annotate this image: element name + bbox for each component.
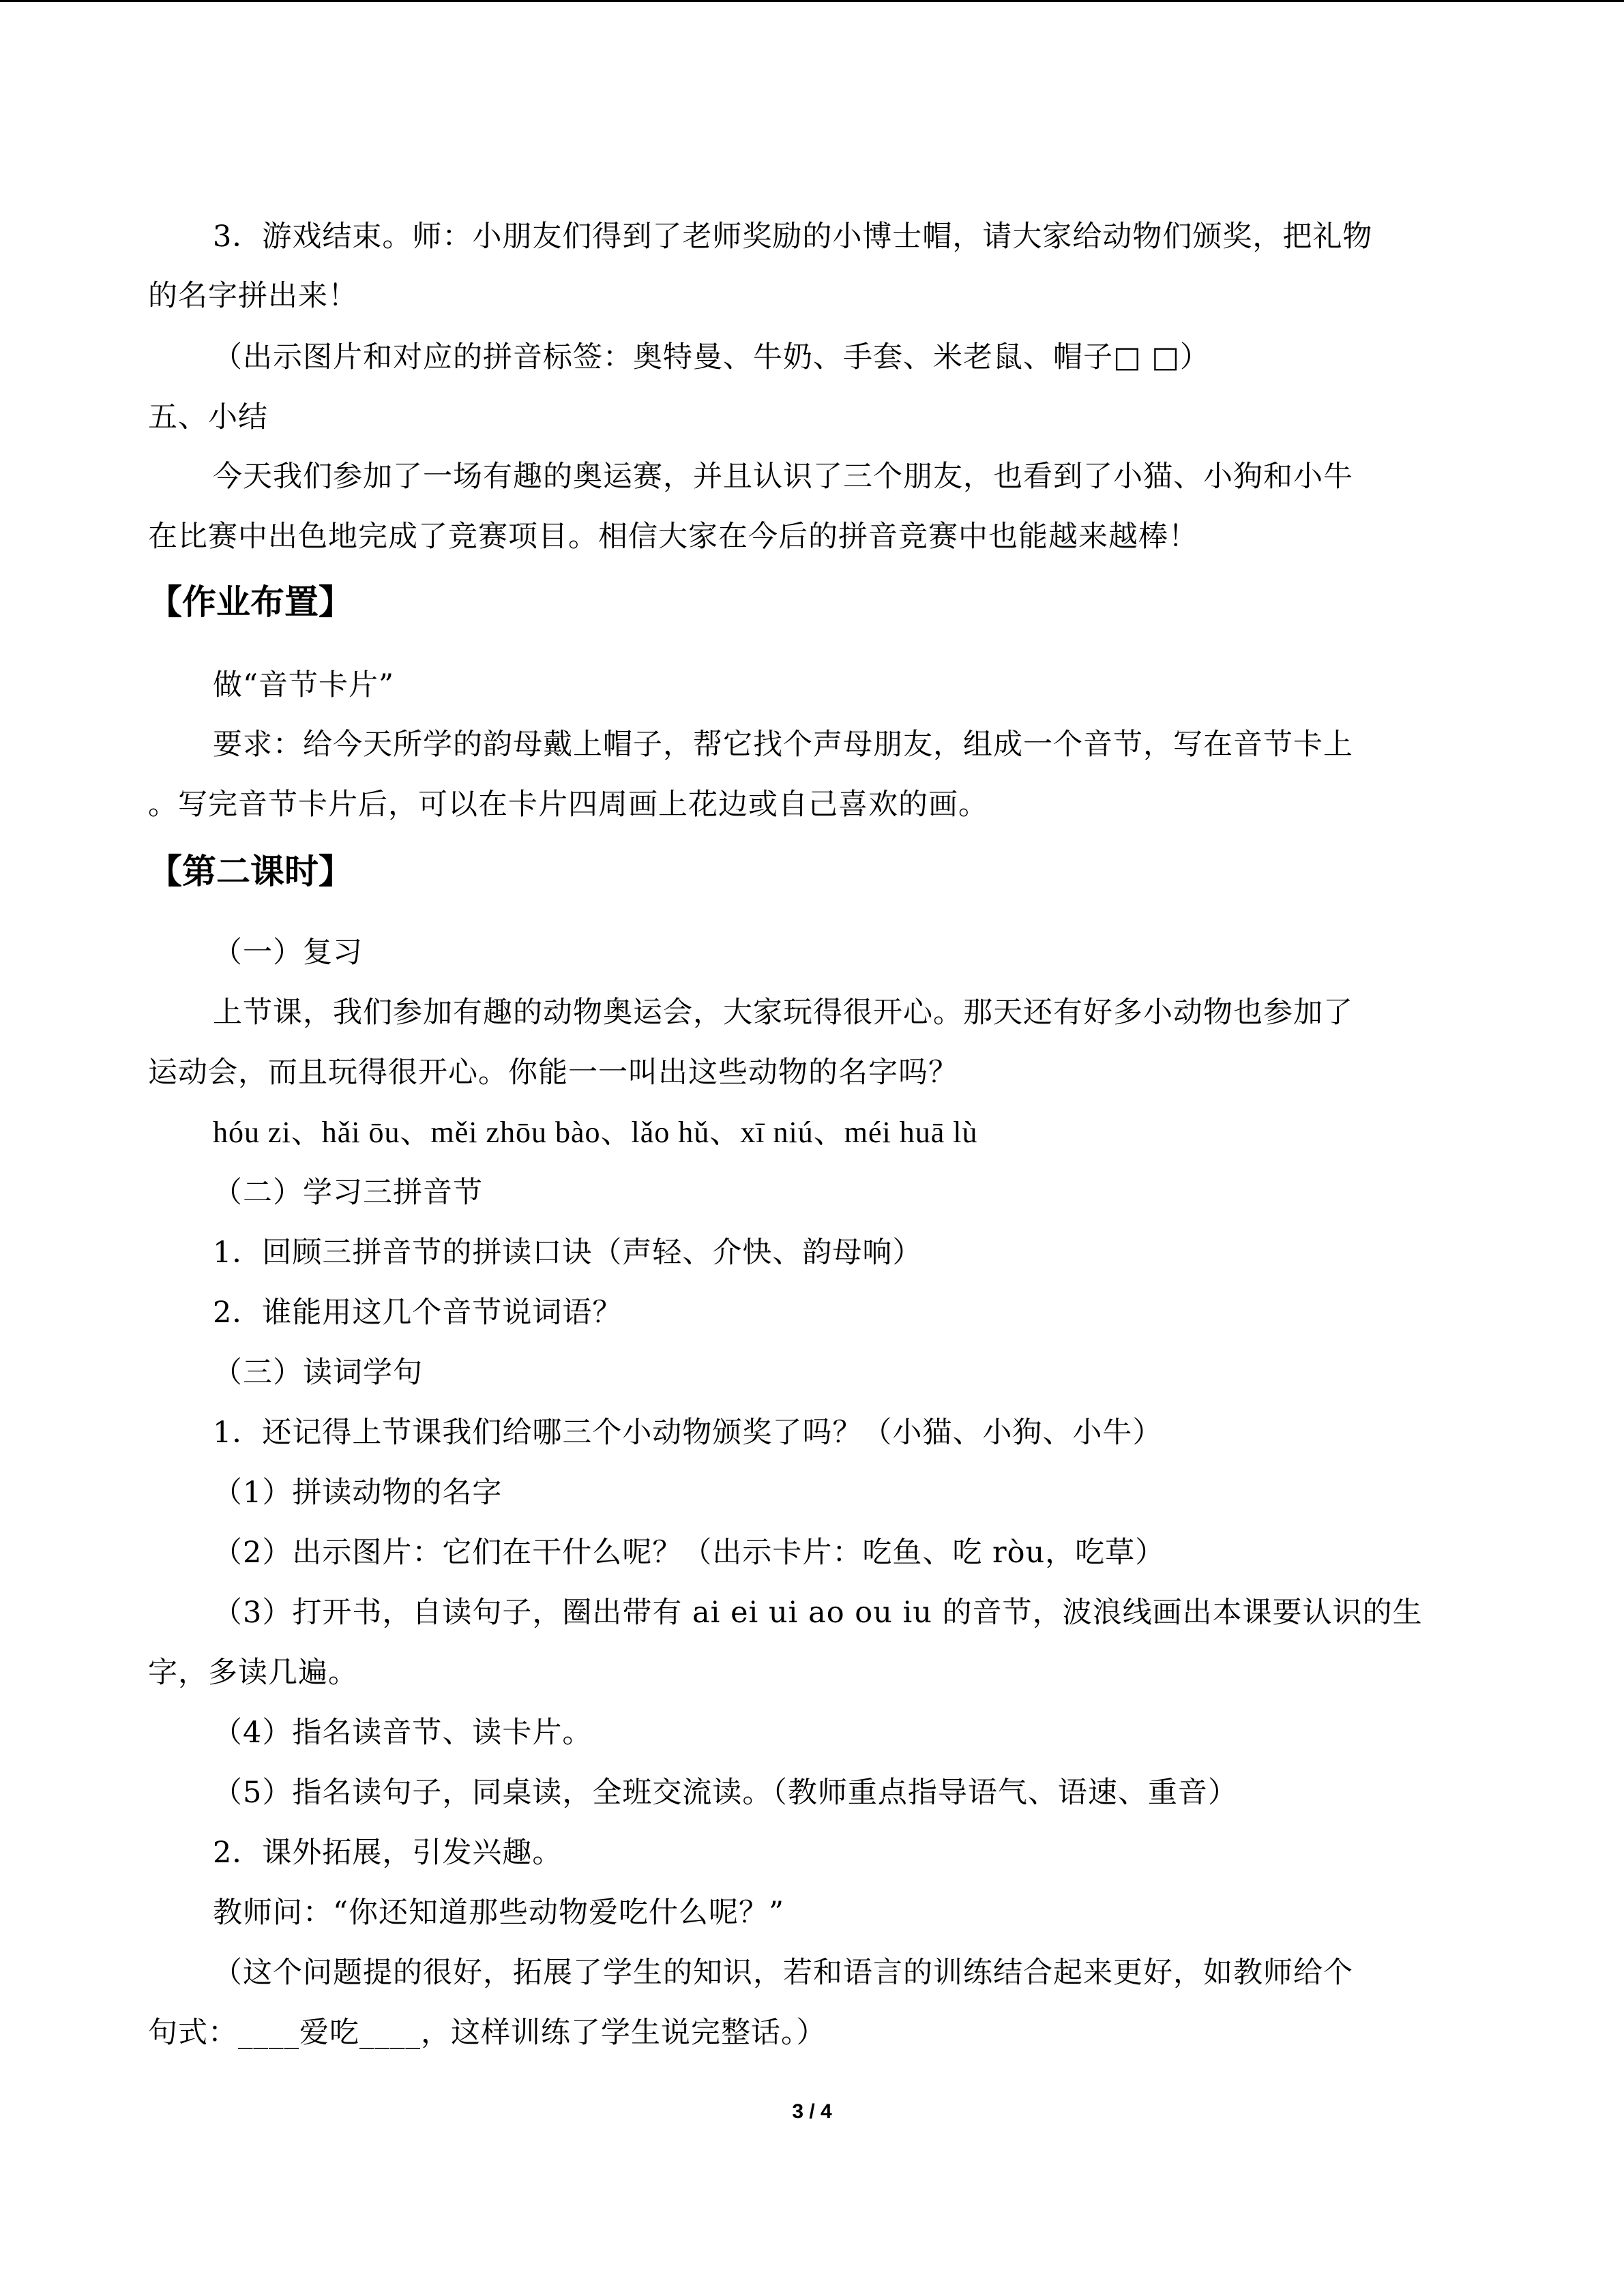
paragraph-line: （三）读词学句 <box>213 1356 423 1390</box>
paragraph-line: 字，多读几遍。 <box>148 1656 358 1690</box>
paragraph-line: 做“音节卡片” <box>213 668 394 702</box>
paragraph-line: （1）拼读动物的名字 <box>213 1476 503 1510</box>
paragraph-line: 。写完音节卡片后，可以在卡片四周画上花边或自己喜欢的画。 <box>148 788 988 822</box>
heading-second-lesson: 【第二课时】 <box>148 852 353 891</box>
paragraph-line: （3）打开书，自读句子，圈出带有 ai ei ui ao ou iu 的音节，波浪线画出本课要认识的生 <box>213 1596 1423 1630</box>
paragraph-line: 的名字拼出来！ <box>148 279 358 313</box>
paragraph-line: 运动会，而且玩得很开心。你能一一叫出这些动物的名字吗？ <box>148 1056 958 1090</box>
paragraph-line: （一）复习 <box>213 936 363 970</box>
paragraph-line: 上节课，我们参加有趣的动物奥运会，大家玩得很开心。那天还有好多小动物也参加了 <box>213 996 1353 1030</box>
top-border-line <box>0 0 1624 2</box>
paragraph-line: 句式：____爱吃____，这样训练了学生说完整话。） <box>148 2016 827 2050</box>
paragraph-line: 2．谁能用这几个音节说词语？ <box>213 1296 623 1330</box>
paragraph-line: 在比赛中出色地完成了竞赛项目。相信大家在今后的拼音竞赛中也能越来越棒！ <box>148 520 1198 554</box>
paragraph-line: （2）出示图片：它们在干什么呢？（出示卡片：吃鱼、吃 ròu，吃草） <box>213 1536 1166 1570</box>
heading-homework: 【作业布置】 <box>148 582 353 622</box>
section-heading-summary: 五、小结 <box>148 400 268 434</box>
paragraph-line: 要求：给今天所学的韵母戴上帽子，帮它找个声母朋友，组成一个音节，写在音节卡上 <box>213 728 1353 762</box>
paragraph-line: （5）指名读句子，同桌读，全班交流读。（教师重点指导语气、语速、重音） <box>213 1776 1238 1810</box>
pinyin-line: hóu zi、hǎi ōu、měi zhōu bào、lǎo hǔ、xī niú、méi huā lù <box>213 1116 978 1149</box>
page-number: 3 / 4 <box>792 2100 832 2123</box>
paragraph-line: 2．课外拓展，引发兴趣。 <box>213 1836 563 1870</box>
paragraph-line: （出示图片和对应的拼音标签：奥特曼、牛奶、手套、米老鼠、帽子□ □） <box>213 340 1210 374</box>
paragraph-line: （这个问题提的很好，拓展了学生的知识，若和语言的训练结合起来更好，如教师给个 <box>213 1956 1353 1990</box>
paragraph-line: （二）学习三拼音节 <box>213 1176 483 1210</box>
paragraph-line: 3．游戏结束。师：小朋友们得到了老师奖励的小博士帽，请大家给动物们颁奖，把礼物 <box>213 220 1373 254</box>
paragraph-line: 1．回顾三拼音节的拼读口诀（声轻、介快、韵母响） <box>213 1236 923 1270</box>
paragraph-line: 今天我们参加了一场有趣的奥运赛，并且认识了三个朋友，也看到了小猫、小狗和小牛 <box>213 460 1353 494</box>
paragraph-line: 教师问：“你还知道那些动物爱吃什么呢？” <box>213 1896 784 1930</box>
paragraph-line: 1．还记得上节课我们给哪三个小动物颁奖了吗？（小猫、小狗、小牛） <box>213 1416 1163 1450</box>
paragraph-line: （4）指名读音节、读卡片。 <box>213 1716 593 1750</box>
